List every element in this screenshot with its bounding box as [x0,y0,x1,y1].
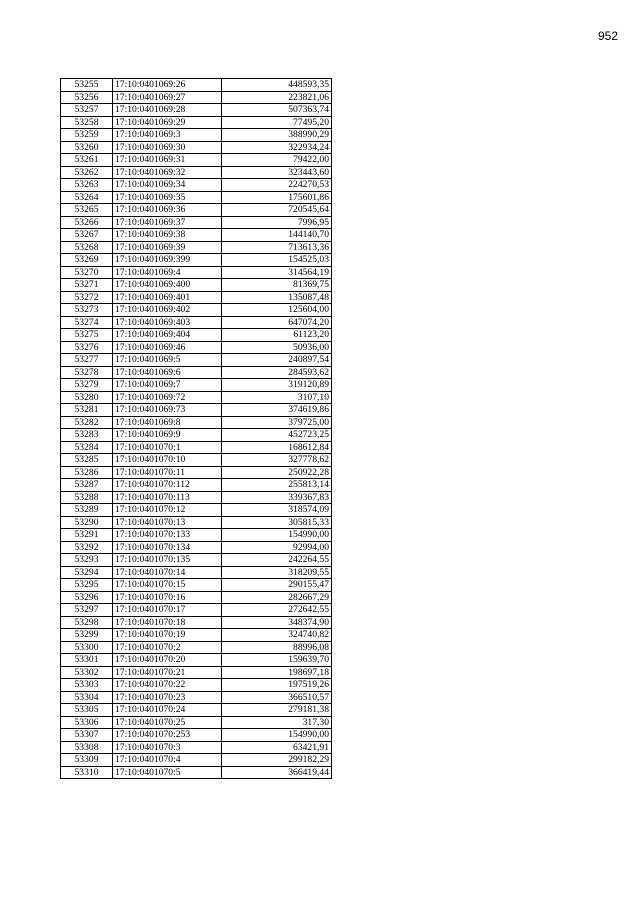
table-row [61,641,332,654]
table-row [61,479,332,492]
table-body [61,79,332,779]
cadastral-number-cell: 17:10:0401069:35 [113,191,222,204]
cadastral-value-cell: 255813,14 [222,479,332,492]
table-row [61,241,332,254]
table-row [61,304,332,317]
cadastral-value-cell: 305815,33 [222,516,332,529]
cadastral-number-cell: 17:10:0401069:6 [113,366,222,379]
cadastral-value-cell: 175601,86 [222,191,332,204]
row-number-cell: 53305 [61,704,113,717]
cadastral-number-cell: 17:10:0401069:403 [113,316,222,329]
table-row [61,679,332,692]
table-row [61,141,332,154]
row-number-cell: 53284 [61,441,113,454]
table-row [61,454,332,467]
cadastral-value-cell: 720545,64 [222,204,332,217]
cadastral-value-cell: 63421,91 [222,741,332,754]
row-number-cell: 53304 [61,691,113,704]
row-number-cell: 53289 [61,504,113,517]
table-row [61,216,332,229]
row-number-cell: 53269 [61,254,113,267]
table-row [61,266,332,279]
cadastral-number-cell: 17:10:0401070:5 [113,766,222,779]
cadastral-value-cell: 154990,00 [222,729,332,742]
cadastral-number-cell: 17:10:0401070:4 [113,754,222,767]
row-number-cell: 53288 [61,491,113,504]
cadastral-value-cell: 388990,29 [222,129,332,142]
table-row [61,566,332,579]
row-number-cell: 53275 [61,329,113,342]
cadastral-number-cell: 17:10:0401069:400 [113,279,222,292]
row-number-cell: 53295 [61,579,113,592]
row-number-cell: 53285 [61,454,113,467]
cadastral-value-cell: 144140,70 [222,229,332,242]
cadastral-number-cell: 17:10:0401070:3 [113,741,222,754]
cadastral-value-cell: 279181,38 [222,704,332,717]
row-number-cell: 53271 [61,279,113,292]
cadastral-value-cell: 77495,20 [222,116,332,129]
cadastral-number-cell: 17:10:0401069:401 [113,291,222,304]
row-number-cell: 53264 [61,191,113,204]
cadastral-value-cell: 327778,62 [222,454,332,467]
table-row [61,754,332,767]
cadastral-value-cell: 323443,60 [222,166,332,179]
table-row [61,229,332,242]
row-number-cell: 53263 [61,179,113,192]
row-number-cell: 53265 [61,204,113,217]
table-row [61,504,332,517]
table-row [61,79,332,92]
row-number-cell: 53303 [61,679,113,692]
cadastral-number-cell: 17:10:0401069:39 [113,241,222,254]
table-row [61,179,332,192]
row-number-cell: 53290 [61,516,113,529]
cadastral-number-cell: 17:10:0401070:2 [113,641,222,654]
table-row [61,604,332,617]
cadastral-number-cell: 17:10:0401069:4 [113,266,222,279]
table-row [61,329,332,342]
row-number-cell: 53300 [61,641,113,654]
table-row [61,554,332,567]
table-row [61,579,332,592]
table-row [61,116,332,129]
row-number-cell: 53267 [61,229,113,242]
cadastral-number-cell: 17:10:0401069:34 [113,179,222,192]
cadastral-number-cell: 17:10:0401069:46 [113,341,222,354]
cadastral-number-cell: 17:10:0401070:11 [113,466,222,479]
cadastral-number-cell: 17:10:0401070:21 [113,666,222,679]
row-number-cell: 53293 [61,554,113,567]
cadastral-number-cell: 17:10:0401070:17 [113,604,222,617]
row-number-cell: 53282 [61,416,113,429]
cadastral-number-cell: 17:10:0401070:19 [113,629,222,642]
cadastral-value-cell: 299182,29 [222,754,332,767]
cadastral-value-cell: 318574,09 [222,504,332,517]
cadastral-value-cell: 272642,55 [222,604,332,617]
cadastral-number-cell: 17:10:0401070:20 [113,654,222,667]
table-row [61,354,332,367]
table-row [61,766,332,779]
table-row [61,591,332,604]
cadastral-value-cell: 448593,35 [222,79,332,92]
cadastral-number-cell: 17:10:0401070:25 [113,716,222,729]
row-number-cell: 53277 [61,354,113,367]
row-number-cell: 53258 [61,116,113,129]
row-number-cell: 53302 [61,666,113,679]
row-number-cell: 53256 [61,91,113,104]
cadastral-number-cell: 17:10:0401069:38 [113,229,222,242]
cadastral-number-cell: 17:10:0401070:23 [113,691,222,704]
table-row [61,366,332,379]
row-number-cell: 53281 [61,404,113,417]
cadastral-number-cell: 17:10:0401069:28 [113,104,222,117]
cadastral-number-cell: 17:10:0401069:27 [113,91,222,104]
cadastral-value-cell: 154990,00 [222,529,332,542]
cadastral-value-cell: 242264,55 [222,554,332,567]
page-number: 952 [597,29,618,43]
table-row [61,741,332,754]
row-number-cell: 53298 [61,616,113,629]
cadastral-value-cell: 159639,70 [222,654,332,667]
row-number-cell: 53292 [61,541,113,554]
table-row [61,729,332,742]
table-row [61,91,332,104]
row-number-cell: 53268 [61,241,113,254]
cadastral-number-cell: 17:10:0401069:404 [113,329,222,342]
cadastral-number-cell: 17:10:0401069:3 [113,129,222,142]
cadastral-number-cell: 17:10:0401070:22 [113,679,222,692]
cadastral-value-cell: 290155,47 [222,579,332,592]
table-row [61,104,332,117]
row-number-cell: 53262 [61,166,113,179]
row-number-cell: 53270 [61,266,113,279]
cadastral-number-cell: 17:10:0401070:24 [113,704,222,717]
cadastral-value-cell: 250922,28 [222,466,332,479]
row-number-cell: 53294 [61,566,113,579]
row-number-cell: 53291 [61,529,113,542]
cadastral-number-cell: 17:10:0401069:29 [113,116,222,129]
cadastral-value-cell: 125604,00 [222,304,332,317]
table-row [61,416,332,429]
row-number-cell: 53280 [61,391,113,404]
table-row [61,129,332,142]
cadastral-value-cell: 284593,62 [222,366,332,379]
cadastral-value-cell: 366419,44 [222,766,332,779]
cadastral-number-cell: 17:10:0401069:73 [113,404,222,417]
cadastral-number-cell: 17:10:0401069:30 [113,141,222,154]
cadastral-value-cell: 88996,08 [222,641,332,654]
row-number-cell: 53259 [61,129,113,142]
row-number-cell: 53274 [61,316,113,329]
cadastral-number-cell: 17:10:0401069:36 [113,204,222,217]
row-number-cell: 53308 [61,741,113,754]
row-number-cell: 53260 [61,141,113,154]
cadastral-value-cell: 317,30 [222,716,332,729]
table-row [61,529,332,542]
row-number-cell: 53306 [61,716,113,729]
table-row [61,516,332,529]
table-row [61,154,332,167]
table-row [61,666,332,679]
row-number-cell: 53261 [61,154,113,167]
row-number-cell: 53286 [61,466,113,479]
cadastral-value-cell: 374619,86 [222,404,332,417]
cadastral-number-cell: 17:10:0401070:12 [113,504,222,517]
cadastral-value-cell: 366510,57 [222,691,332,704]
cadastral-value-cell: 348374,90 [222,616,332,629]
cadastral-number-cell: 17:10:0401069:31 [113,154,222,167]
row-number-cell: 53255 [61,79,113,92]
table-row [61,654,332,667]
table-row [61,379,332,392]
cadastral-value-cell: 319120,89 [222,379,332,392]
table-row [61,316,332,329]
table-row [61,204,332,217]
table-row [61,616,332,629]
cadastral-value-cell: 50936,00 [222,341,332,354]
table-row [61,629,332,642]
row-number-cell: 53276 [61,341,113,354]
cadastral-value-cell: 135087,48 [222,291,332,304]
row-number-cell: 53307 [61,729,113,742]
table-row [61,429,332,442]
cadastral-value-cell: 339367,83 [222,491,332,504]
cadastral-number-cell: 17:10:0401069:402 [113,304,222,317]
cadastral-value-cell: 81369,75 [222,279,332,292]
row-number-cell: 53297 [61,604,113,617]
cadastral-value-cell: 168612,84 [222,441,332,454]
cadastral-value-cell: 647074,20 [222,316,332,329]
cadastral-number-cell: 17:10:0401069:7 [113,379,222,392]
row-number-cell: 53287 [61,479,113,492]
cadastral-value-cell: 224270,53 [222,179,332,192]
row-number-cell: 53278 [61,366,113,379]
table-row [61,404,332,417]
cadastral-value-cell: 198697,18 [222,666,332,679]
cadastral-number-cell: 17:10:0401070:253 [113,729,222,742]
cadastral-number-cell: 17:10:0401069:37 [113,216,222,229]
cadastral-value-cell: 79422,00 [222,154,332,167]
cadastral-number-cell: 17:10:0401069:72 [113,391,222,404]
cadastral-number-cell: 17:10:0401070:16 [113,591,222,604]
cadastral-value-cell: 507363,74 [222,104,332,117]
cadastral-number-cell: 17:10:0401070:113 [113,491,222,504]
table-row [61,254,332,267]
row-number-cell: 53279 [61,379,113,392]
table-row [61,716,332,729]
table-row [61,391,332,404]
cadastral-number-cell: 17:10:0401070:15 [113,579,222,592]
cadastral-value-cell: 92994,00 [222,541,332,554]
cadastral-value-cell: 322934,24 [222,141,332,154]
cadastral-number-cell: 17:10:0401070:10 [113,454,222,467]
cadastral-number-cell: 17:10:0401069:32 [113,166,222,179]
cadastral-value-cell: 379725,00 [222,416,332,429]
cadastral-number-cell: 17:10:0401069:8 [113,416,222,429]
row-number-cell: 53310 [61,766,113,779]
table-row [61,491,332,504]
row-number-cell: 53296 [61,591,113,604]
table-row [61,466,332,479]
table-row [61,279,332,292]
table-row [61,541,332,554]
cadastral-number-cell: 17:10:0401070:135 [113,554,222,567]
cadastral-number-cell: 17:10:0401069:9 [113,429,222,442]
cadastral-value-cell: 282667,29 [222,591,332,604]
cadastral-value-cell: 452723,25 [222,429,332,442]
table-row [61,341,332,354]
cadastral-number-cell: 17:10:0401070:1 [113,441,222,454]
cadastral-number-cell: 17:10:0401070:18 [113,616,222,629]
row-number-cell: 53273 [61,304,113,317]
cadastral-value-cell: 223821,06 [222,91,332,104]
table-row [61,191,332,204]
row-number-cell: 53257 [61,104,113,117]
cadastral-number-cell: 17:10:0401069:5 [113,354,222,367]
cadastral-value-cell: 240897,54 [222,354,332,367]
row-number-cell: 53301 [61,654,113,667]
cadastral-value-cell: 314564,19 [222,266,332,279]
cadastral-value-cell: 7996,95 [222,216,332,229]
table-row [61,166,332,179]
cadastral-number-cell: 17:10:0401070:13 [113,516,222,529]
cadastral-number-cell: 17:10:0401070:133 [113,529,222,542]
table-row [61,704,332,717]
cadastral-number-cell: 17:10:0401069:399 [113,254,222,267]
cadastral-value-cell: 3107,10 [222,391,332,404]
table-row [61,441,332,454]
row-number-cell: 53309 [61,754,113,767]
row-number-cell: 53266 [61,216,113,229]
cadastral-number-cell: 17:10:0401070:134 [113,541,222,554]
cadastral-value-cell: 197519,26 [222,679,332,692]
row-number-cell: 53283 [61,429,113,442]
table-row [61,291,332,304]
row-number-cell: 53272 [61,291,113,304]
row-number-cell: 53299 [61,629,113,642]
table-row [61,691,332,704]
cadastral-value-cell: 713613,36 [222,241,332,254]
cadastral-value-table [60,78,332,779]
cadastral-number-cell: 17:10:0401070:112 [113,479,222,492]
cadastral-value-cell: 61123,20 [222,329,332,342]
cadastral-number-cell: 17:10:0401070:14 [113,566,222,579]
cadastral-number-cell: 17:10:0401069:26 [113,79,222,92]
cadastral-value-cell: 324740,82 [222,629,332,642]
cadastral-value-cell: 318209,55 [222,566,332,579]
cadastral-value-cell: 154525,03 [222,254,332,267]
